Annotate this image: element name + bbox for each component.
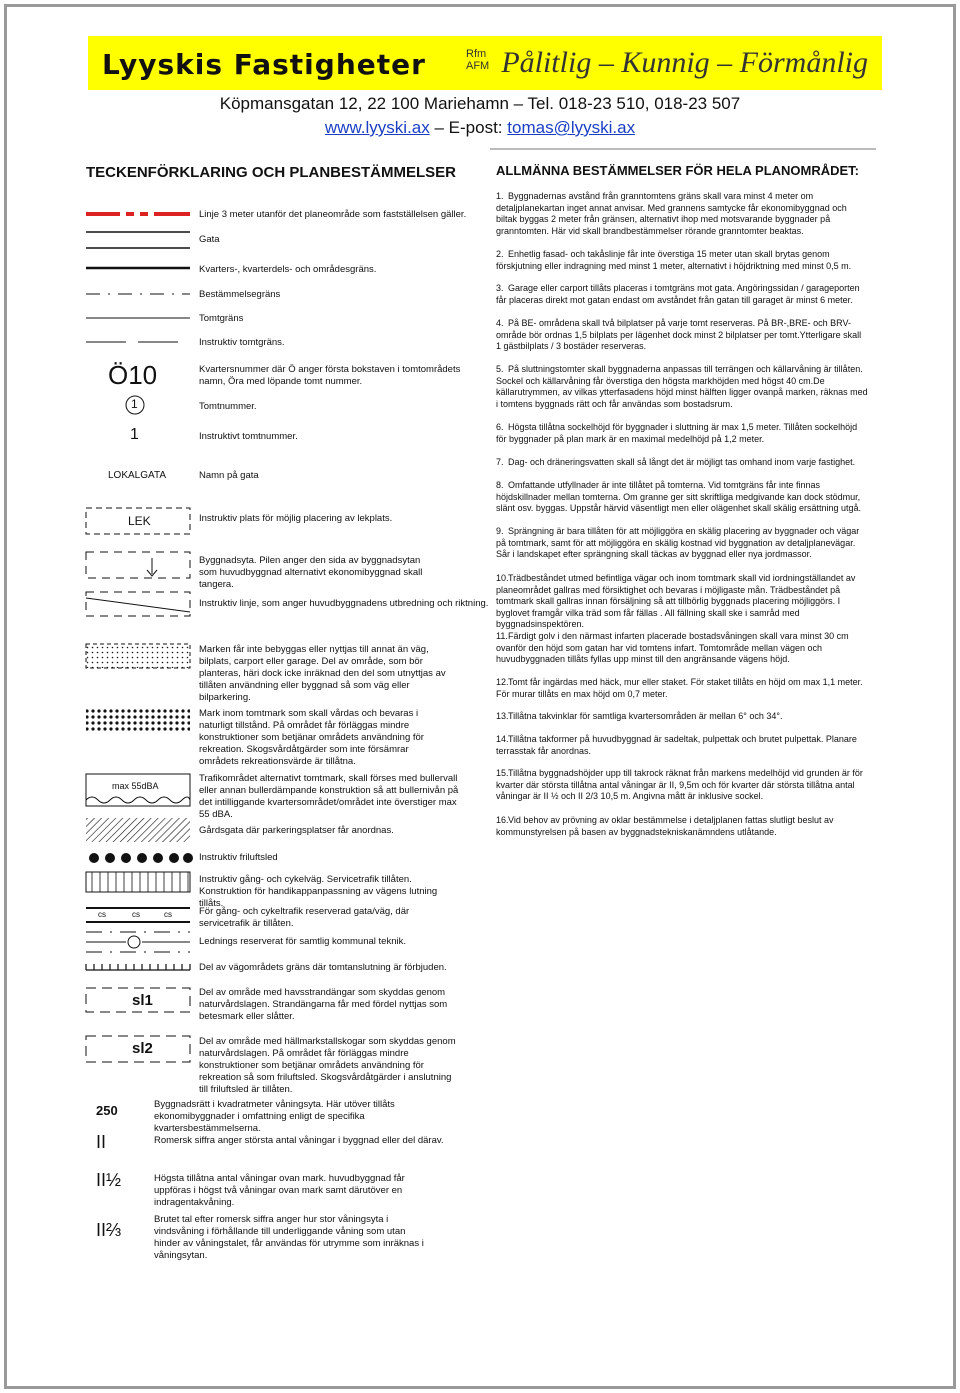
legend-text: Bestämmelsegräns — [199, 289, 281, 300]
nature-area-symbol — [86, 707, 190, 733]
legend-text: Kvarters-, kvarterdels- och områdesgräns. — [199, 264, 377, 275]
legend-text: Gata — [199, 234, 220, 245]
rules-title: ALLMÄNNA BESTÄMMELSER FÖR HELA PLANOMRÅDET: — [496, 163, 860, 178]
rule-text: Tillåtna byggnadshöjder upp till takrock räknat från markens medelhöjd vid grunden är för kvarter där största tillåtna antal våningar är II, 9,5m och för kvarter där största tillåtna antal våningar är II ½ och II 2/3 10,5 m. Angivna mått är inklusive sockel. — [496, 768, 863, 801]
legend-text: Instruktiv friluftsled — [199, 852, 278, 863]
rule-item: 2. Enhetlig fasad- och takåslinje får inte överstiga 15 meter utan skall brytas genom förskjutning eller indragning med minst 1 meter, alternativt i höjdriktning med minst 0,5 m. — [496, 249, 852, 271]
cs-label-3: cs — [164, 910, 172, 919]
legend-text: Instruktiv tomtgräns. — [199, 337, 285, 348]
rule-text: Garage eller carport tillåts placeras i tomtgräns mot gata. Angöringssidan / garageporten får placeras direkt mot gatan endast om avståndet från gatan till garaget är minst 6 meter. — [496, 283, 860, 305]
rule-text: Högsta tillåtna sockelhöjd för byggnader i sluttning är max 1,5 meter. Tillåten sockelhöjd för byggnader på plan mark är en maximal medelhöjd på 1,2 meter. — [496, 422, 858, 444]
street-symbol — [86, 232, 190, 248]
rule-item: 8. Omfattande utfyllnader är inte tillåtet på tomterna. Vid tomtgräns får inte finnas höjdskillnader mellan tomterna. Om granne ger sitt skriftliga medgivande kan dock stödmur, slänt osv. byggas. Uppstår härvid väsentligt men eller olägenhet skall skälig ersättning utgå. — [496, 480, 862, 513]
floors-symbol: II — [96, 1132, 107, 1152]
rule-item: 4. På BE- områdena skall två bilplatser på varje tomt reserveras. På BR-,BRE- och BRV-område bör ordnas 1,5 bilplats per lägenhet dock minst 2 bilplatser per tomt.Ytterligare skall 1 gästbilplats / 3 bostäder reserveras. — [496, 318, 862, 351]
rule-item: 5. På sluttningstomter skall byggnaderna anpassas till terrängen och källarvåning är tillåten. Sockel och källarvåning får överstiga den högsta markhöjden med högst 40 cm.De källarutrymmen, av vilkas ytterfasadens höjd minst hälften ligger ovanpå marken, räknas med i tomtens byggnads rätt och får användas som bostadsrum. — [496, 364, 868, 409]
legend-text: Kvartersnummer där Ö anger första bokstaven i tomtområdets namn, Öra med löpande tomt nummer. — [199, 364, 461, 387]
rule-item: 16.Vid behov av prövning av oklar bestämmelse i detaljplanen fattas slutligt beslut av kommunstyrelsen på basen av byggnadstekniskanämndens utlåtande. — [496, 815, 834, 837]
rule-text: Sprängning är bara tillåten för att möjliggöra en skälig placering av byggnader och vägar på tomtmark, samt för att möjliggöra en skälig kostnad vid byggnation av detaljplanevägar. Sår i landskapet efter sprängning skall täckas av byggnad eller nya jordmassor. — [496, 526, 860, 559]
no-build-area-symbol — [86, 644, 190, 668]
rule-text: Omfattande utfyllnader är inte tillåtet på tomterna. Vid tomtgräns får inte finnas höjdskillnader mellan tomterna. Om granne ger sitt skriftliga medgivande kan dock stödmur, slänt osv. byggas. Uppstår härvid väsentligt men eller olägenhet skall skälig ersättning utgå. — [496, 480, 862, 513]
website-link[interactable]: www.lyyski.ax — [324, 118, 430, 137]
rule-text: På sluttningstomter skall byggnaderna anpassas till terrängen och källarvåning är tillåten. Sockel och källarvåning får överstiga den högsta markhöjden med högst 40 cm.De källarutrymmen, av vilkas ytterfasadens höjd minst hälften ligger ovanpå marken, räknas med i tomtens byggnads rätt och får användas som bostadsrum. — [496, 364, 868, 409]
address-line: Köpmansgatan 12, 22 100 Mariehamn – Tel. 018-23 510, 018-23 507 — [219, 94, 741, 113]
rule-item: 3. Garage eller carport tillåts placeras i tomtgräns mot gata. Angöringssidan / garageporten får placeras direkt mot gatan endast om avståndet från gatan till garaget är minst 6 meter. — [496, 283, 860, 305]
email-link[interactable]: tomas@lyyski.ax — [507, 118, 636, 137]
email-prefix: – E-post: — [434, 118, 503, 137]
street-name-symbol: LOKALGATA — [108, 470, 166, 481]
afm-line: AFM — [466, 60, 490, 72]
rule-text: Färdigt golv i den närmast infarten placerade bostadsvåningen skall vara minst 30 cm ovanför den höjd som gatan har vid tomtens infart. Tomtområde mellan vägen och huvudbyggnaden tillåts fyllas upp minst till den angränsande vägens höjd. — [496, 631, 849, 664]
legend-title: TECKENFÖRKLARING OCH PLANBESTÄMMELSER — [86, 164, 456, 181]
instr-building-line-symbol — [86, 592, 190, 616]
area-symbol: 250 — [96, 1103, 118, 1118]
legend-text: Trafikområdet alternativt tomtmark, skall förses med bullervall eller annan bullerdämpande konstruktion så att bullernivån på det intilliggande kvartersområdet/området inte överstiger max 55 dBA. — [199, 773, 459, 820]
instr-plot-number-symbol: 1 — [130, 426, 139, 443]
legend-text: Instruktiv plats för möjlig placering av lekplats. — [199, 513, 393, 524]
legend-text: Instruktivt tomtnummer. — [199, 431, 298, 442]
block-number-symbol: Ö10 — [108, 360, 158, 390]
legend-text: Instruktiv linje, som anger huvudbyggnadens utbredning och riktning. — [199, 598, 489, 609]
yard-street-symbol — [86, 818, 190, 842]
rfm-line: Rfm — [466, 48, 487, 60]
rule-item: 11.Färdigt golv i den närmast infarten placerade bostadsvåningen skall vara minst 30 cm ovanför den höjd som gatan har vid tomtens infart. Tomtområde mellan vägen och huvudbyggnaden tillåts fyllas upp minst till den angränsande vägens höjd. — [496, 631, 849, 664]
rule-item: 14.Tillåtna takformer på huvudbyggnad är sadeltak, pulpettak och brutet pulpettak. Planare terrasstak får anordnas. — [496, 734, 857, 756]
trail-symbol — [89, 853, 193, 863]
sl1-label: sl1 — [132, 992, 153, 1009]
rule-text: På BE- områdena skall två bilplatser på varje tomt reserveras. På BR-,BRE- och BRV-område bör ordnas 1,5 bilplats per lägenhet dock minst 2 bilplatser per tomt.Ytterligare skall 1 gästbilplats / 3 bostäder reserveras. — [496, 318, 862, 351]
legend-text: Gårdsgata där parkeringsplatser får anordnas. — [199, 825, 394, 836]
rule-text: Tillåtna takformer på huvudbyggnad är sadeltak, pulpettak och brutet pulpettak. Planare terrasstak får anordnas. — [496, 734, 857, 756]
legend-text: Tomtnummer. — [199, 401, 257, 412]
rule-text: Byggnadernas avstånd från granntomtens gräns skall vara minst 4 meter om detaljplanekartan inget annat anvisar. Med grannens samtycke får ekonomibyggnad och biltak byggas 2 meter från gränsen, alternativt ihop med motsvarande byggnader på granntomten. Här vid skall brandbestämmelser rörande granntomter beaktas. — [496, 191, 847, 236]
play-area-label: LEK — [128, 514, 151, 528]
floors-half-symbol: II½ — [96, 1170, 122, 1190]
legend-text: För gång- och cykeltrafik reserverad gata/väg, där servicetrafik är tillåten. — [199, 906, 410, 929]
rule-text: Enhetlig fasad- och takåslinje får inte överstiga 15 meter utan skall brytas genom förskjutning eller indragning med minst 1 meter, alternativt i höjdriktning med minst 0,5 m. — [496, 249, 852, 271]
legend-text: Linje 3 meter utanför det planeområde som fastställelsen gäller. — [199, 209, 467, 220]
legend-text: Instruktiv gång- och cykelväg. Servicetrafik tillåten. Konstruktion för handikappanpassning av vägens lutning tillåts. — [199, 874, 438, 909]
utility-line-symbol — [86, 932, 190, 952]
building-area-symbol — [86, 552, 190, 578]
rule-item: 9. Sprängning är bara tillåten för att möjliggöra en skälig placering av byggnader och vägar på tomtmark, samt för att möjliggöra en skälig kostnad vid byggnation av detaljplanevägar. Sår i landskapet efter sprängning skall täckas av byggnad eller nya jordmassor. — [496, 526, 860, 559]
rule-item: 1. Byggnadernas avstånd från granntomtens gräns skall vara minst 4 meter om detaljplanekartan inget annat anvisar. Med grannens samtycke får ekonomibyggnad och biltak byggas 2 meter från gränsen, alternativt ihop med motsvarande byggnader på granntomten. Här vid skall brandbestämmelser rörande granntomter beaktas. — [496, 191, 847, 236]
rule-text: Vid behov av prövning av oklar bestämmelse i detaljplanen fattas slutligt beslut av kommunstyrelsen på basen av byggnadstekniskanämndens utlåtande. — [496, 815, 834, 837]
legend-text: Del av område med havsstrandängar som skyddas genom naturvårdslagen. Strandängarna får med fördel nyttjas som betesmark eller slåtter. — [199, 987, 448, 1022]
cs-label-1: cs — [98, 910, 106, 919]
floors-frac-symbol: II⅔ — [96, 1220, 122, 1240]
rule-item: 13.Tillåtna takvinklar för samtliga kvartersområden är mellan 6° och 34°. — [496, 711, 783, 721]
sl2-label: sl2 — [132, 1040, 153, 1057]
rule-item: 15.Tillåtna byggnadshöjder upp till takrock räknat från markens medelhöjd vid grunden är för kvarter där största tillåtna antal våningar är II, 9,5m och för kvarter där största tillåtna antal våningar är II ½ och II 2/3 10,5 m. Angivna mått är inklusive sockel. — [496, 768, 863, 801]
plot-number-symbol: 1 — [131, 397, 138, 411]
rule-text: Tomt får ingärdas med häck, mur eller staket. För staket tillåts en höjd om max 1,1 meter. För murar tillåts en max höjd om 0,7 meter. — [496, 677, 863, 699]
legend-text: Del av område med hällmarkstallskogar som skyddas genom naturvårdslagen. På området får förläggas mindre konstruktioner som betjänar områdets användning för rekreation så som friluftsled. Skogsvårdåtgärder i anslutning till friluftsled är tillåten. — [199, 1036, 456, 1095]
noise-label: max 55dBA — [112, 781, 159, 791]
legend-text: Mark inom tomtmark som skall vårdas och bevaras i naturligt tillstånd. På området får förläggas mindre konstruktioner som betjänar områdets användning för rekreation. Skogsvårdåtgärder som inte försämrar områdets rekreationsvärde är tillåtna. — [199, 708, 424, 767]
rule-item: 6. Högsta tillåtna sockelhöjd för byggnader i sluttning är max 1,5 meter. Tillåten sockelhöjd för byggnader på plan mark är en maximal medelhöjd på 1,2 meter. — [496, 422, 858, 444]
legend-text: Del av vägområdets gräns där tomtanslutning är förbjuden. — [199, 962, 447, 973]
legend-text: Marken får inte bebyggas eller nyttjas till annat än väg, bilplats, carport eller garage. Del av område, som bör planteras, häri dock icke inräknad den del som utnyttjas av tillåten användning eller byggnad så som väg eller bilparkering. — [199, 644, 446, 703]
legend-text: Tomtgräns — [199, 313, 244, 324]
legend-text: Byggnadsrätt i kvadratmeter våningsyta. Här utöver tillåts ekonomibyggnader i omfattning enligt de specifika kvartersbestämmelserna. — [154, 1099, 395, 1134]
no-access-boundary-symbol — [86, 964, 190, 970]
bike-path-symbol — [86, 872, 190, 892]
cs-label-2: cs — [132, 910, 140, 919]
rule-text: Trädbeståndet utmed befintliga vägar och inom tomtmark skall vid iordningställandet av planeområdet gallras med försiktighet och bevaras i möjligaste mån. Trädbeståndet på tomtmark skall gallras innan försäljning så att tillbörlig byggnads placering möjliggörs. I byglovet framgår vilka träd som får fällas . All fällning skall ske i samråd med byggnadsinspektören. — [496, 573, 856, 629]
rule-text: Tillåtna takvinklar för samtliga kvartersområden är mellan 6° och 34°. — [508, 711, 783, 721]
rule-item: 7. Dag- och dräneringsvatten skall så långt det är möjligt tas omhand inom varje fastighet. — [496, 457, 856, 467]
legend-text: Lednings reserverat för samtlig kommunal teknik. — [199, 936, 406, 947]
legend-text: Namn på gata — [199, 470, 259, 481]
brand-logo: Lyyskis Fastigheter — [102, 48, 426, 81]
legend-text: Brutet tal efter romersk siffra anger hur stor våningsyta i vindsvåning i förhållande till underliggande våning som utan hinder av våningstalet, får användas för utrymme som inräknas i våningsytan. — [154, 1214, 424, 1261]
rule-item: 12.Tomt får ingärdas med häck, mur eller staket. För staket tillåts en höjd om max 1,1 meter. För murar tillåts en max höjd om 0,7 meter. — [496, 677, 863, 699]
legend-text: Romersk siffra anger största antal våningar i byggnad eller del därav. — [154, 1135, 444, 1146]
slogan: Pålitlig – Kunnig – Förmånlig — [501, 46, 868, 79]
legend-text: Högsta tillåtna antal våningar ovan mark. huvudbyggnad får uppföras i högst två våningar ovan mark samt därutöver en indragentakvåning. — [154, 1173, 405, 1208]
legend-text: Byggnadsyta. Pilen anger den sida av byggnadsytan som huvudbyggnad alternativt ekonomibyggnad skall tangera. — [199, 555, 423, 590]
rule-item: 10.Trädbeståndet utmed befintliga vägar och inom tomtmark skall vid iordningställandet av planeområdet gallras med försiktighet och bevaras i möjligaste mån. Trädbeståndet på tomtmark skall gallras innan försäljning så att tillbörlig byggnads placering möjliggörs. I byglovet framgår vilka träd som får fällas . All fällning skall ske i samråd med byggnadsinspektören. — [496, 573, 856, 629]
rule-text: Dag- och dräneringsvatten skall så långt det är möjligt tas omhand inom varje fastighet. — [508, 457, 856, 467]
